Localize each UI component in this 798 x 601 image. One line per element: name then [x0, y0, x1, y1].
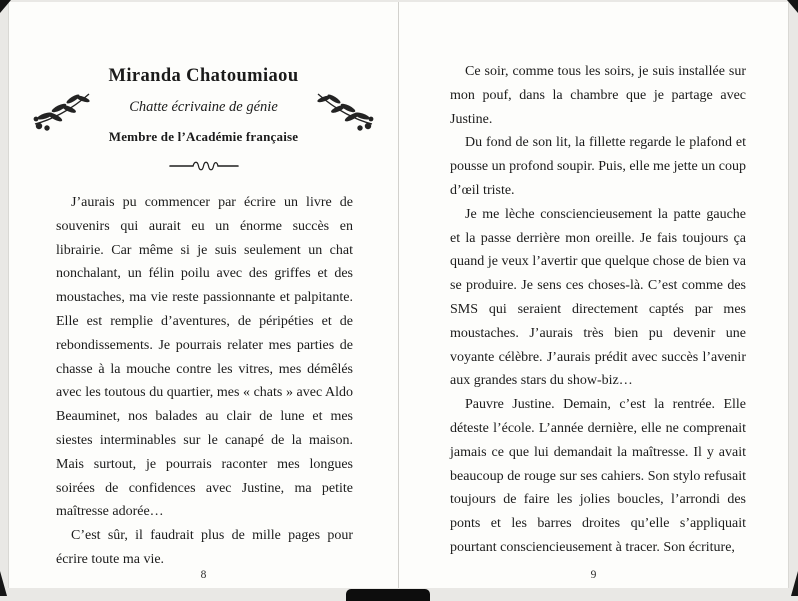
chapter-header	[9, 2, 398, 174]
page-left	[9, 2, 398, 588]
scan-corner-artifact-bottom-right	[791, 571, 798, 596]
paragraph: Ce soir, comme tous les soirs, je suis installée sur mon pouf, dans la chambre que je partage avec Justine.	[450, 64, 746, 127]
chapter-title: Miranda Chatoumiaou	[108, 66, 299, 86]
squiggle-divider-icon	[9, 158, 398, 174]
page-number-left: 8	[200, 569, 207, 581]
chapter-affiliation: Membre de l’Académie française	[108, 129, 299, 144]
page-right	[399, 2, 788, 588]
paragraph: Du fond de son lit, la fillette regarde le plafond et pousse un profond soupir. Puis, elle me jette un coup d’œil triste.	[450, 135, 746, 198]
paragraph: J’aurais pu commencer par écrire un livre de souvenirs qui aurait eu un énorme succès en librairie. Car même si je suis seulement un chat nonchalant, un félin poilu avec des griffes et des moustaches, ma vie reste passionnante et palpitante. Elle est remplie d’aventures, de péripéties et de rebondissements. Je pourrais relater mes parties de chasse à la mouche contre les vitres, mes démêlés avec les toutous du quartier, mes « chats » avec Aldo Beauminet, nos balades au clair de lune et mes siestes interminables sur le canapé de la maison. Mais surtout, je pourrais raconter mes longues soirées de confidences avec Justine, ma petite maîtresse adorée…	[56, 195, 353, 520]
page-left-body	[9, 174, 398, 572]
paragraph: Pauvre Justine. Demain, c’est la rentrée. Elle déteste l’école. L’année dernière, elle ne comprenait jamais ce que lui demandait la maîtresse. Il y avait beaucoup de rouge sur ses cahiers. Son stylo refusait toujours de faire les jolies boucles, l’arrondi des ponts et les barres droites qu’elle s’appliquait pourtant consciencieusement à tracer. Son écriture,	[450, 397, 746, 555]
scan-corner-artifact-top-left	[0, 0, 11, 13]
book-spread	[8, 2, 789, 588]
paragraph: C’est sûr, il faudrait plus de mille pages pour écrire toute ma vie.	[56, 528, 353, 567]
chapter-subtitle: Chatte écrivaine de génie	[129, 99, 278, 115]
page-right-body	[399, 2, 788, 560]
paragraph: Je me lèche consciencieusement la patte gauche et la passe derrière mon oreille. Je fais toujours ça quand je veux l’avertir que quelque chose de bien va se produire. Je sens ces choses-là. C’est comme des SMS qui seraient directement captés par mes moustaches. J’aurais très bien pu devenir une voyante célèbre. J’aurais prédit avec succès l’avenir aux grandes stars du show-biz…	[450, 206, 746, 389]
scan-spine-artifact-bottom-center	[346, 589, 430, 601]
scan-corner-artifact-bottom-left	[0, 571, 7, 596]
page-number-right: 9	[590, 569, 597, 581]
scan-corner-artifact-top-right	[787, 0, 798, 13]
